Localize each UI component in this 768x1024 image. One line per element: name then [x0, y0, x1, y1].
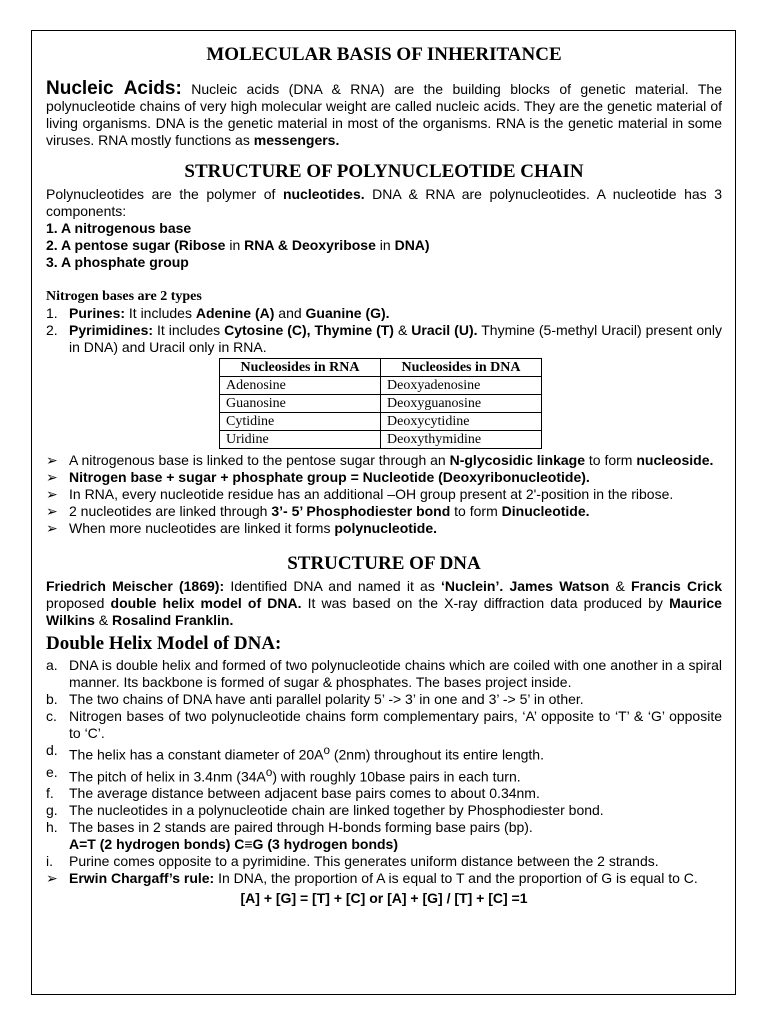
- bullet-3-text: In RNA, every nucleotide residue has an additional –OH group present at 2ʹ-position in the ribose.: [69, 486, 674, 502]
- component-2-e: DNA): [394, 237, 430, 253]
- double-helix-list-continued: [46, 853, 722, 870]
- table-cell-dna: Deoxycytidine: [381, 413, 542, 431]
- list-item: [46, 742, 722, 764]
- chargaff-item: [46, 870, 722, 887]
- list-item-text: DNA is double helix and formed of two polynucleotide chains which are coiled with one another in a spiral manner. Its backbone is formed of sugar & phosphates. The bases project inside.: [69, 657, 722, 690]
- list-item: [46, 853, 722, 870]
- component-2-a: 2. A pentose sugar (Ribose: [46, 237, 226, 253]
- arrow-bullet-icon: ➢: [46, 486, 58, 502]
- table-row: [220, 377, 542, 395]
- hydrogen-bonds-line: A=T (2 hydrogen bonds) C≡G (3 hydrogen bonds): [69, 836, 398, 853]
- list-marker: g.: [46, 802, 58, 819]
- component-2: [46, 237, 722, 254]
- list-marker: c.: [46, 708, 57, 724]
- component-1: 1. A nitrogenous base: [46, 220, 192, 236]
- table-cell-dna: Deoxyguanosine: [381, 395, 542, 413]
- table-cell-dna: Deoxyadenosine: [381, 377, 542, 395]
- poly-intro-text-1: Polynucleotides are the polymer of: [46, 186, 283, 202]
- purines-marker: 1.: [46, 305, 58, 321]
- dna-p-bold-1: Friedrich Meischer (1869):: [46, 578, 225, 594]
- table-header-dna: Nucleosides in DNA: [381, 359, 542, 377]
- table-cell-dna: Deoxythymidine: [381, 431, 542, 449]
- list-item-text: The bases in 2 stands are paired through H-bonds forming base pairs (bp).: [69, 819, 533, 836]
- purines-item: [46, 305, 722, 322]
- bullet-4-bold-1: 3’- 5’ Phosphodiester bond: [271, 503, 451, 519]
- bullet-5-bold-1: polynucleotide.: [334, 520, 438, 536]
- nucleosides-table: [219, 358, 542, 449]
- list-item-text: Nitrogen bases of two polynucleotide chains form complementary pairs, ‘A’ opposite to ‘T’ & ‘G’ opposite to ‘C’.: [69, 708, 722, 741]
- bullet-1-bold-1: N-glycosidic linkage: [449, 452, 585, 468]
- pyrimidines-text-1: It includes: [153, 322, 225, 338]
- dna-history-paragraph: [46, 578, 722, 629]
- chargaff-formula: [A] + [G] = [T] + [C] or [A] + [G] / [T] + [C] =1: [240, 890, 528, 907]
- list-item-text-2: (2nm) throughout its entire length.: [329, 746, 544, 763]
- poly-intro-text-2: DNA & RNA are polynucleotides. A nucleotide has 3 components:: [46, 186, 723, 219]
- arrow-bullet-icon: ➢: [46, 469, 58, 485]
- purines-label: Purines:: [69, 305, 126, 321]
- table-row: [220, 395, 542, 413]
- list-marker: a.: [46, 657, 58, 673]
- nitrogen-bases-heading: Nitrogen bases are 2 types: [46, 289, 202, 304]
- list-marker: f.: [46, 785, 54, 802]
- table-cell-rna: Cytidine: [220, 413, 381, 431]
- document-content: [46, 42, 722, 907]
- degree-superscript: o: [265, 765, 273, 779]
- bullet-1-bold-2: nucleoside.: [636, 452, 714, 468]
- polynucleotide-heading: STRUCTURE OF POLYNUCLEOTIDE CHAIN: [184, 161, 584, 182]
- dna-p-text-2: &: [609, 578, 631, 594]
- nucleic-acids-bold-end: messengers.: [253, 132, 340, 148]
- nucleic-acids-text: Nucleic acids (DNA & RNA) are the building blocks of genetic material. The polynucleotide chains of very high molecular weight are called nucleic acids. They are the genetic material of living organisms. DNA is the genetic material in most of the organisms. RNA is the genetic material in some viruses. RNA mostly functions as: [46, 81, 722, 148]
- degree-superscript: o: [323, 744, 330, 757]
- list-item-text: The pitch of helix in 3.4nm (34A: [69, 768, 266, 785]
- component-2-d: in: [375, 237, 395, 253]
- table-row: [220, 413, 542, 431]
- dna-structure-heading: STRUCTURE OF DNA: [287, 553, 481, 574]
- dna-p-bold-5: Maurice Wilkins: [46, 595, 722, 628]
- dna-p-bold-2: ‘Nuclein’. James Watson: [441, 578, 610, 594]
- purines-adenine: Adenine (A): [195, 305, 275, 321]
- list-item: [46, 708, 722, 742]
- arrow-bullet-icon: ➢: [46, 870, 58, 887]
- nitrogen-bases-list: [46, 305, 722, 356]
- list-item: [46, 785, 722, 802]
- bullet-5-text-1: When more nucleotides are linked it forms: [69, 520, 335, 536]
- bullet-2-text: Nitrogen base + sugar + phosphate group = Nucleotide (Deoxyribonucleotide).: [69, 469, 590, 485]
- list-item-text: The helix has a constant diameter of 20A: [69, 746, 324, 763]
- dna-p-text-4: It was based on the X-ray diffraction data produced by: [301, 595, 670, 611]
- bullet-item: [46, 452, 722, 469]
- bullet-item: [46, 486, 722, 503]
- list-marker: b.: [46, 691, 58, 707]
- purines-text-2: and: [274, 305, 306, 321]
- nucleic-acids-paragraph: [46, 80, 722, 149]
- list-item-text: The average distance between adjacent base pairs comes to about 0.34nm.: [69, 785, 540, 802]
- arrow-bullet-icon: ➢: [46, 503, 58, 519]
- pyrimidines-text-2: &: [393, 322, 412, 338]
- bullet-item: [46, 469, 722, 486]
- table-cell-rna: Guanosine: [220, 395, 381, 413]
- dna-p-bold-3: Francis Crick: [630, 578, 722, 594]
- list-marker: h.: [46, 819, 58, 836]
- list-marker: d.: [46, 742, 58, 758]
- table-cell-rna: Uridine: [220, 431, 381, 449]
- bullet-4-text-1: 2 nucleotides are linked through: [69, 503, 272, 519]
- bullet-item: [46, 503, 722, 520]
- nucleotide-components: [46, 220, 722, 271]
- list-item-text-2: ) with roughly 10base pairs in each turn.: [272, 768, 521, 785]
- chargaff-bullet-list: [46, 870, 722, 887]
- bullet-1-text-1: A nitrogenous base is linked to the pentose sugar through an: [69, 452, 450, 468]
- pyrimidines-cytosine-thymine: Cytosine (C), Thymine (T): [224, 322, 394, 338]
- list-marker: e.: [46, 763, 58, 780]
- bullet-4-bold-2: Dinucleotide.: [501, 503, 590, 519]
- pyrimidines-text-3: Thymine (5-methyl Uracil) present only in DNA) and Uracil only in RNA.: [69, 322, 723, 355]
- poly-intro-bold: nucleotides.: [282, 186, 365, 202]
- pyrimidines-item: [46, 322, 722, 356]
- list-item-text: Purine comes opposite to a pyrimidine. This generates uniform distance between the 2 strands.: [69, 853, 659, 870]
- component-2-b: in: [225, 237, 245, 253]
- list-item: [46, 657, 722, 691]
- list-item-text: The nucleotides in a polynucleotide chain are linked together by Phosphodiester bond.: [69, 802, 604, 819]
- dna-p-text-3: proposed: [46, 595, 111, 611]
- component-3: 3. A phosphate group: [46, 254, 189, 270]
- pyrimidines-uracil: Uracil (U).: [411, 322, 478, 338]
- component-2-c: RNA & Deoxyribose: [244, 237, 376, 253]
- nucleotide-bullets: [46, 452, 722, 537]
- arrow-bullet-icon: ➢: [46, 520, 58, 536]
- list-item: [46, 691, 722, 708]
- arrow-bullet-icon: ➢: [46, 452, 58, 468]
- table-header-rna: Nucleosides in RNA: [220, 359, 381, 377]
- bullet-4-text-2: to form: [450, 503, 502, 519]
- dna-p-bold-4: double helix model of DNA.: [110, 595, 302, 611]
- nucleic-acids-lead: Nucleic Acids:: [46, 78, 182, 99]
- bullet-1-text-2: to form: [584, 452, 637, 468]
- purines-guanine: Guanine (G).: [305, 305, 390, 321]
- list-marker: i.: [46, 853, 53, 870]
- list-item: [46, 819, 722, 836]
- pyrimidines-marker: 2.: [46, 322, 58, 338]
- list-item-text: The two chains of DNA have anti parallel polarity 5’ -> 3’ in one and 3’ -> 5’ in other.: [69, 691, 584, 707]
- chargaff-label: Erwin Chargaff’s rule:: [69, 870, 215, 887]
- dna-p-text-1: Identified DNA and named it as: [224, 578, 442, 594]
- page-title: MOLECULAR BASIS OF INHERITANCE: [206, 44, 562, 65]
- table-row: [220, 431, 542, 449]
- double-helix-heading: Double Helix Model of DNA:: [46, 633, 282, 654]
- chargaff-text: In DNA, the proportion of A is equal to T and the proportion of G is equal to C.: [214, 870, 698, 887]
- table-cell-rna: Adenosine: [220, 377, 381, 395]
- list-item: [46, 802, 722, 819]
- pyrimidines-label: Pyrimidines:: [69, 322, 154, 338]
- list-item: [46, 764, 722, 786]
- dna-p-text-5: &: [94, 612, 113, 628]
- dna-p-bold-6: Rosalind Franklin.: [112, 612, 234, 628]
- polynucleotide-intro: [46, 186, 722, 220]
- bullet-item: [46, 520, 722, 537]
- purines-text-1: It includes: [125, 305, 196, 321]
- table-header-row: [220, 359, 542, 377]
- double-helix-list: [46, 657, 722, 836]
